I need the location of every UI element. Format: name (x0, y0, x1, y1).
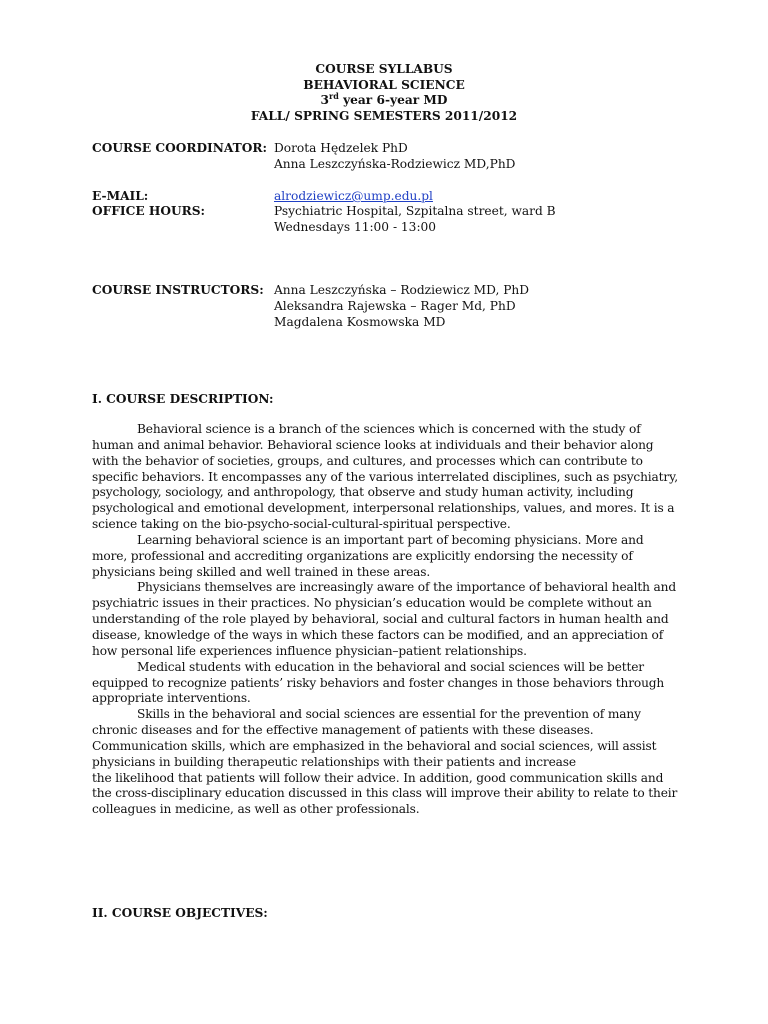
text-line: the cross-disciplinary education discussed in this class will improve their ability to relate to their (92, 786, 678, 801)
paragraph (92, 707, 682, 818)
text-line: appropriate interventions. (92, 691, 251, 706)
email-label: E-MAIL: (92, 189, 149, 203)
doc-title: COURSE SYLLABUS (315, 62, 453, 76)
paragraph (92, 422, 682, 533)
text-line: specific behaviors. It encompasses any of the various interrelated disciplines, such as psychiatry, (92, 469, 678, 484)
text-line: Physicians themselves are increasingly aware of the importance of behavioral health and (137, 580, 677, 595)
section-heading-description: I. COURSE DESCRIPTION: (92, 392, 274, 406)
paragraph (92, 660, 682, 708)
coordinator-name-2: Anna Leszczyńska-Rodziewicz MD,PhD (274, 157, 516, 171)
text-line: science taking on the bio-psycho-social-cultural-spiritual perspective. (92, 517, 511, 532)
year-number: 3 (320, 93, 330, 108)
section-heading-objectives: II. COURSE OBJECTIVES: (92, 906, 268, 920)
text-line: psychology, sociology, and anthropology, that observe and study human activity, including (92, 485, 634, 500)
text-line: how personal life experiences influence physician–patient relationships. (92, 643, 527, 658)
paragraph (92, 580, 682, 659)
text-line: Skills in the behavioral and social sciences are essential for the prevention of many (137, 707, 641, 722)
text-line: more, professional and accrediting organizations are explicitly endorsing the necessity of (92, 548, 633, 563)
year-program: year 6-year MD (338, 93, 448, 108)
instructors-label: COURSE INSTRUCTORS: (92, 283, 264, 297)
text-line: colleagues in medicine, as well as other professionals. (92, 802, 420, 817)
text-line: understanding of the role played by behavioral, social and cultural factors in human health and (92, 612, 669, 627)
text-line: Communication skills, which are emphasized in the behavioral and social sciences, will assist (92, 738, 657, 753)
text-line: psychiatric issues in their practices. No physician’s education would be complete without an (92, 596, 652, 611)
paragraph (92, 533, 682, 581)
semester-line: FALL/ SPRING SEMESTERS 2011/2012 (250, 108, 518, 123)
text-line: the likelihood that patients will follow their advice. In addition, good communication skills and (92, 770, 664, 785)
coordinator-label: COURSE COORDINATOR: (92, 141, 267, 155)
text-line: with the behavior of societies, groups, and cultures, and processes which can contribute to (92, 453, 643, 468)
course-name: BEHAVIORAL SCIENCE (303, 77, 465, 92)
year-line (0, 93, 768, 109)
text-line: chronic diseases and for the effective management of patients with these diseases. (92, 723, 594, 738)
coordinator-name-1: Dorota Hędzelek PhD (274, 141, 408, 155)
office-location: Psychiatric Hospital, Szpitalna street, ward B (274, 204, 556, 218)
text-line: Medical students with education in the behavioral and social sciences will be better (137, 659, 644, 674)
office-time: Wednesdays 11:00 - 13:00 (274, 220, 437, 234)
year-suffix: rd (329, 91, 339, 102)
text-line: physicians in building therapeutic relationships with their patients and increase (92, 754, 576, 769)
instructor-1: Anna Leszczyńska – Rodziewicz MD, PhD (274, 283, 530, 297)
email-link[interactable]: alrodziewicz@ump.edu.pl (274, 189, 433, 203)
instructor-3: Magdalena Kosmowska MD (274, 315, 446, 329)
text-line: Learning behavioral science is an important part of becoming physicians. More and (137, 532, 644, 547)
text-line: disease, knowledge of the ways in which these factors can be modified, and an appreciation of (92, 627, 664, 642)
instructor-2: Aleksandra Rajewska – Rager Md, PhD (274, 299, 516, 313)
text-line: physicians being skilled and well trained in these areas. (92, 564, 431, 579)
text-line: Behavioral science is a branch of the sciences which is concerned with the study of (137, 422, 641, 436)
course-description (92, 422, 682, 818)
text-line: psychological and emotional development, interpersonal relationships, values, and mores. It is a (92, 501, 675, 516)
title-block (0, 62, 768, 124)
office-label: OFFICE HOURS: (92, 204, 206, 218)
text-line: equipped to recognize patients’ risky behaviors and foster changes in those behaviors through (92, 675, 665, 690)
text-line: human and animal behavior. Behavioral science looks at individuals and their behavior along (92, 437, 654, 452)
